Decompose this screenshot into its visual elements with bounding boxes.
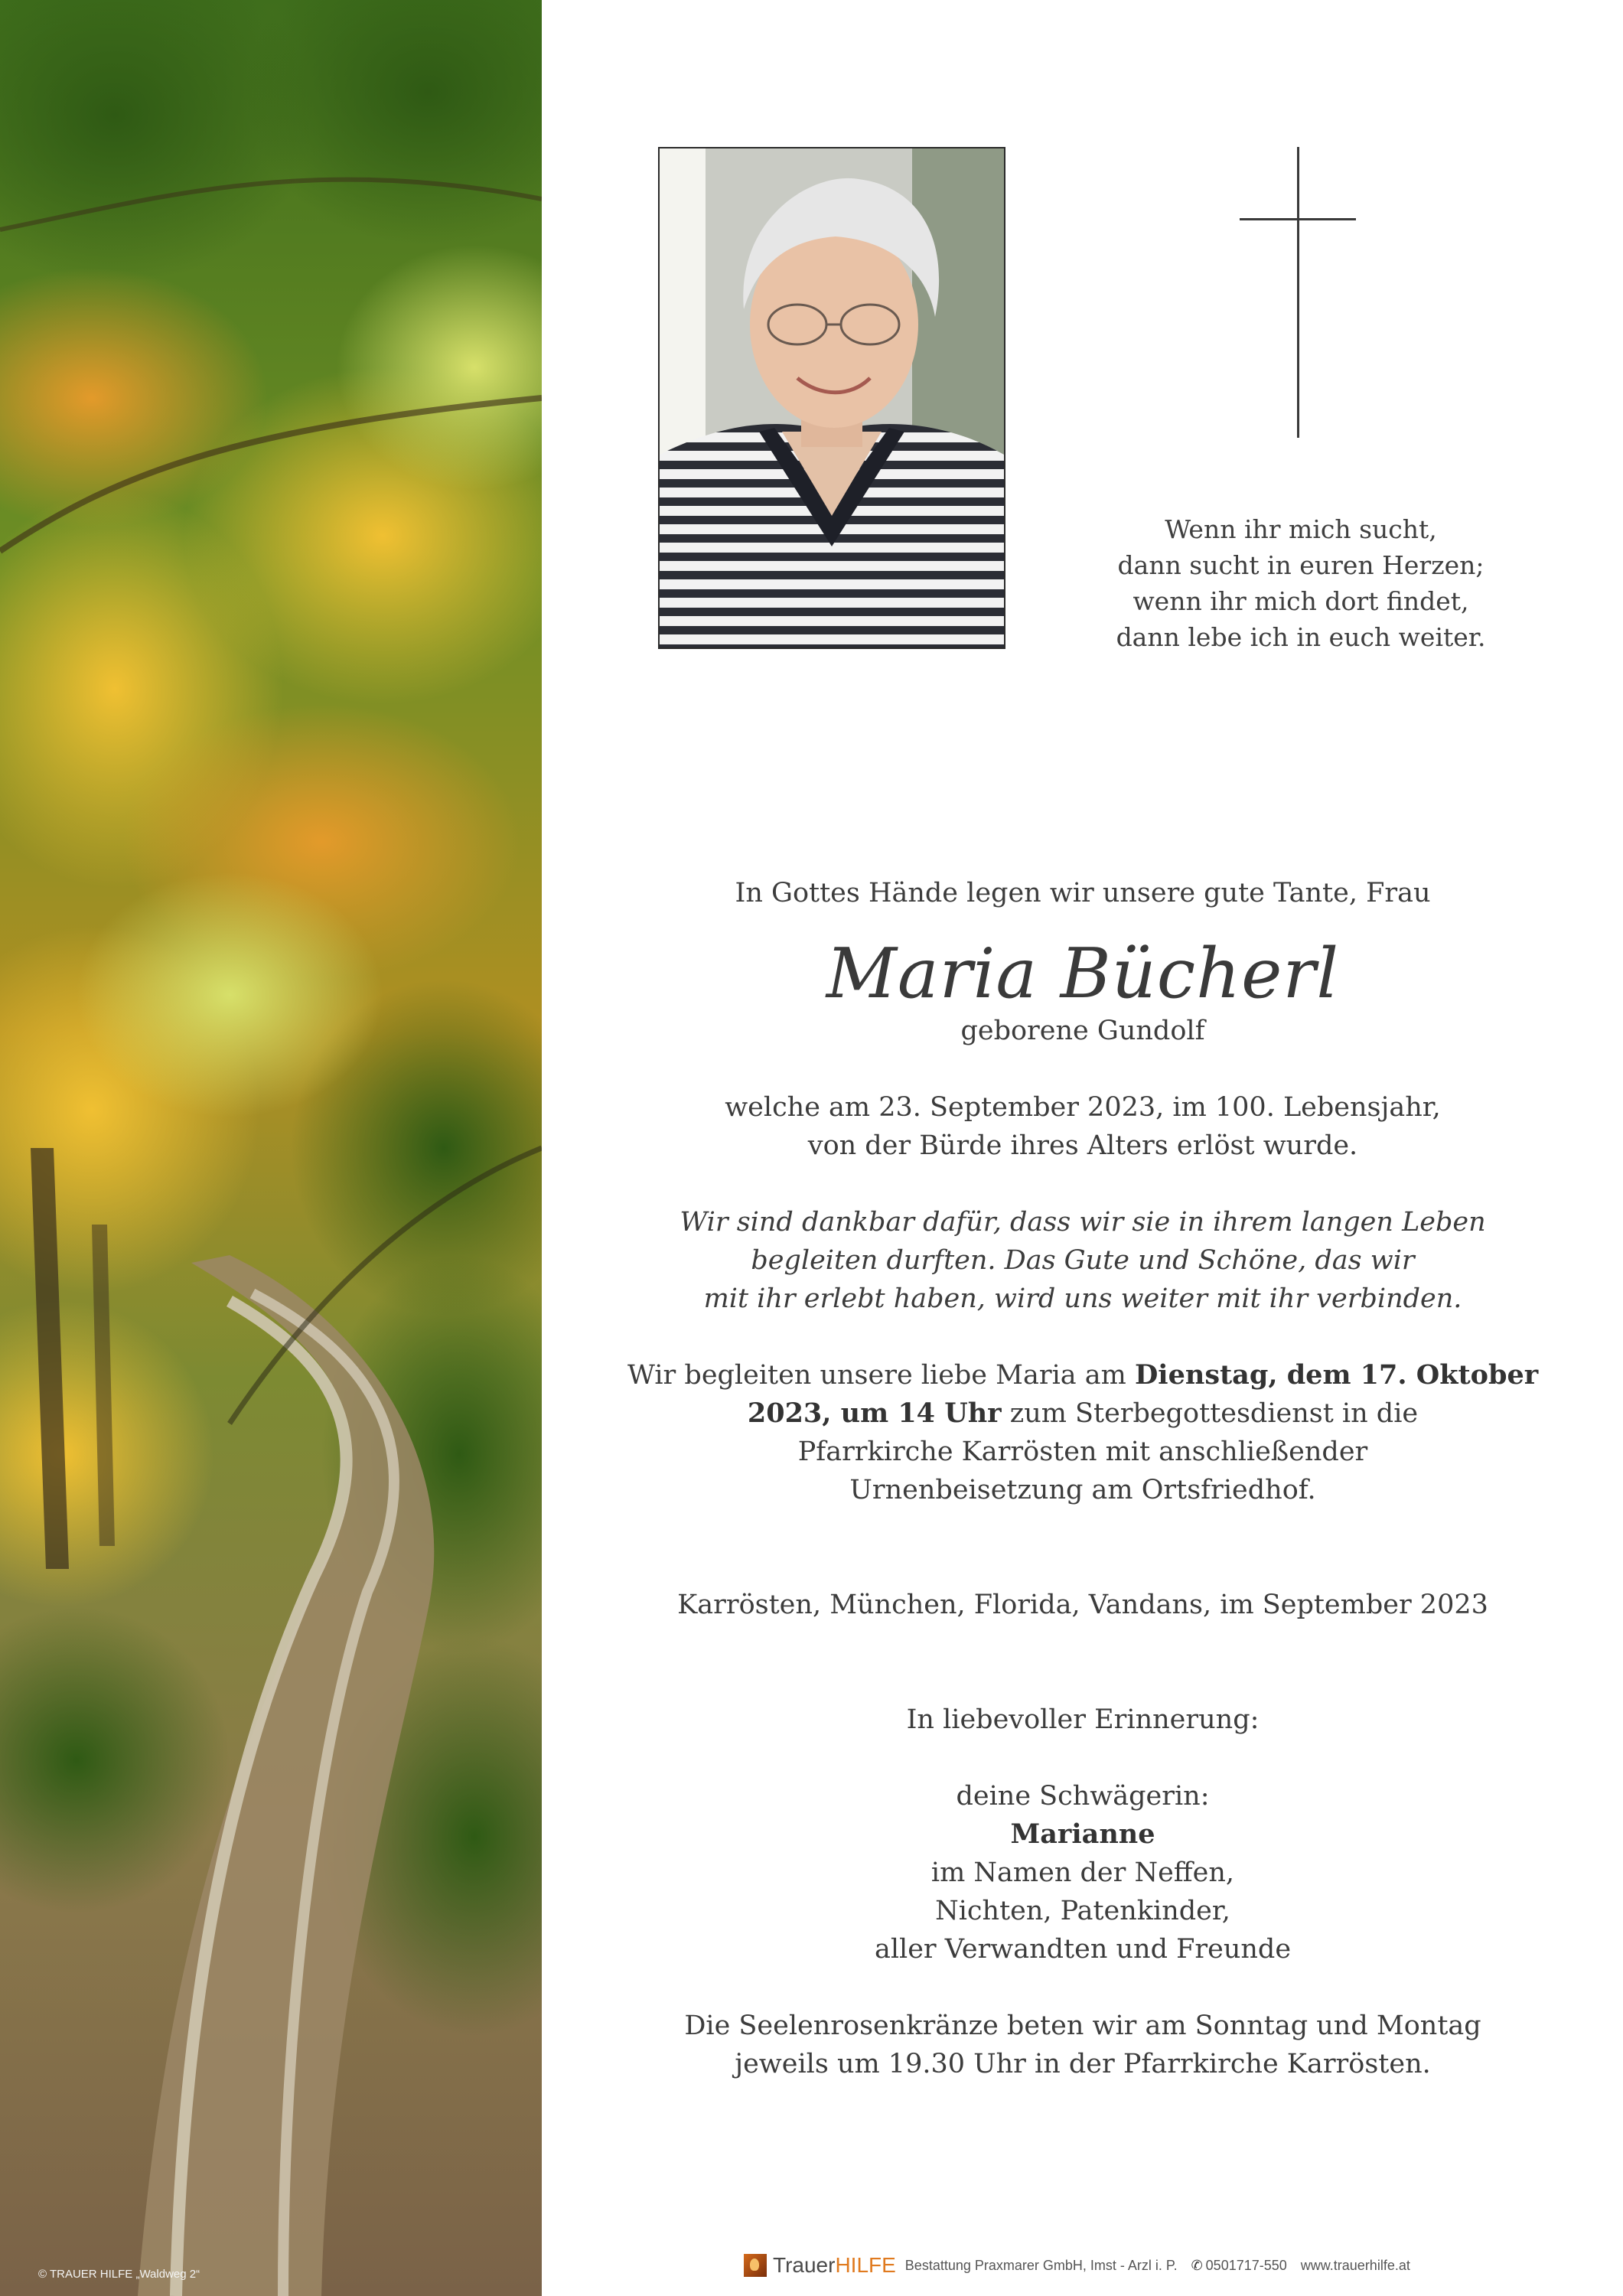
mourner-line: Nichten, Patenkinder, xyxy=(935,1896,1230,1926)
service-time: 2023, um 14 Uhr xyxy=(747,1397,1002,1429)
deceased-name: Maria Bücherl xyxy=(826,934,1340,1014)
forest-path-image xyxy=(0,0,542,2296)
death-notice xyxy=(627,1088,1538,1165)
intro-line: In Gottes Hände legen wir unsere gute Tante, Frau xyxy=(735,878,1431,908)
service-date: Dienstag, dem 17. Oktober xyxy=(1134,1359,1539,1391)
mourners-list xyxy=(627,1777,1538,1968)
verse-line: dann sucht in euren Herzen; xyxy=(1117,550,1484,580)
gratitude-line: Wir sind dankbar dafür, dass wir sie in ihrem langen Leben xyxy=(680,1207,1486,1238)
gratitude-line: mit ihr erlebt haben, wird uns weiter mit ihr verbinden. xyxy=(703,1283,1462,1314)
brand-name-b: HILFE xyxy=(835,2253,896,2277)
phone-number: 0501717-550 xyxy=(1205,2257,1287,2273)
footer xyxy=(744,2250,1424,2281)
verse-line: Wenn ihr mich sucht, xyxy=(1165,514,1437,544)
mourner-line: im Namen der Neffen, xyxy=(930,1857,1235,1888)
portrait-photo xyxy=(658,147,1005,649)
website-link[interactable]: www.trauerhilfe.at xyxy=(1300,2257,1410,2273)
service-text: zum Sterbegottesdienst in die xyxy=(1001,1398,1419,1429)
mourner-name: Marianne xyxy=(1010,1818,1155,1850)
mourner-line: deine Schwägerin: xyxy=(956,1781,1210,1812)
brand-name-a: Trauer xyxy=(773,2253,836,2277)
trauerhilfe-logo-icon xyxy=(744,2254,767,2277)
death-line: welche am 23. September 2023, im 100. Lebensjahr, xyxy=(725,1092,1441,1123)
gratitude-text xyxy=(627,1203,1538,1318)
cross-icon xyxy=(1240,147,1356,438)
rosary-line: Die Seelenrosenkränze beten wir am Sonntag und Montag xyxy=(684,2011,1481,2041)
verse-line: wenn ihr mich dort findet, xyxy=(1133,586,1469,616)
rosary-notice xyxy=(627,2007,1538,2083)
maiden-name: geborene Gundolf xyxy=(960,1016,1205,1046)
memorial-verse xyxy=(1087,511,1515,655)
verse-line: dann lebe ich in euch weiter. xyxy=(1116,622,1486,652)
memory-heading: In liebevoller Erinnerung: xyxy=(906,1704,1260,1735)
service-line-4: Urnenbeisetzung am Ortsfriedhof. xyxy=(849,1475,1316,1505)
death-line: von der Bürde ihres Alters erlöst wurde. xyxy=(807,1130,1358,1161)
phone-icon: ✆ xyxy=(1191,2257,1203,2273)
company-name: Bestattung Praxmarer GmbH, Imst - Arzl i. P. xyxy=(904,2257,1178,2273)
places-and-date: Karrösten, München, Florida, Vandans, im September 2023 xyxy=(677,1590,1488,1620)
service-text: Wir begleiten unsere liebe Maria am xyxy=(627,1360,1135,1391)
funeral-service-info xyxy=(627,1356,1538,1509)
service-line-1 xyxy=(627,1356,1538,1394)
gratitude-line: begleiten durften. Das Gute und Schöne, das wir xyxy=(751,1245,1415,1276)
service-line-2 xyxy=(627,1394,1538,1433)
service-line-3: Pfarrkirche Karrösten mit anschließender xyxy=(797,1437,1368,1467)
mourner-line: aller Verwandten und Freunde xyxy=(874,1934,1292,1965)
image-credit: © TRAUER HILFE „Waldweg 2“ xyxy=(38,2268,200,2281)
rosary-line: jeweils um 19.30 Uhr in der Pfarrkirche Karrösten. xyxy=(735,2049,1431,2079)
